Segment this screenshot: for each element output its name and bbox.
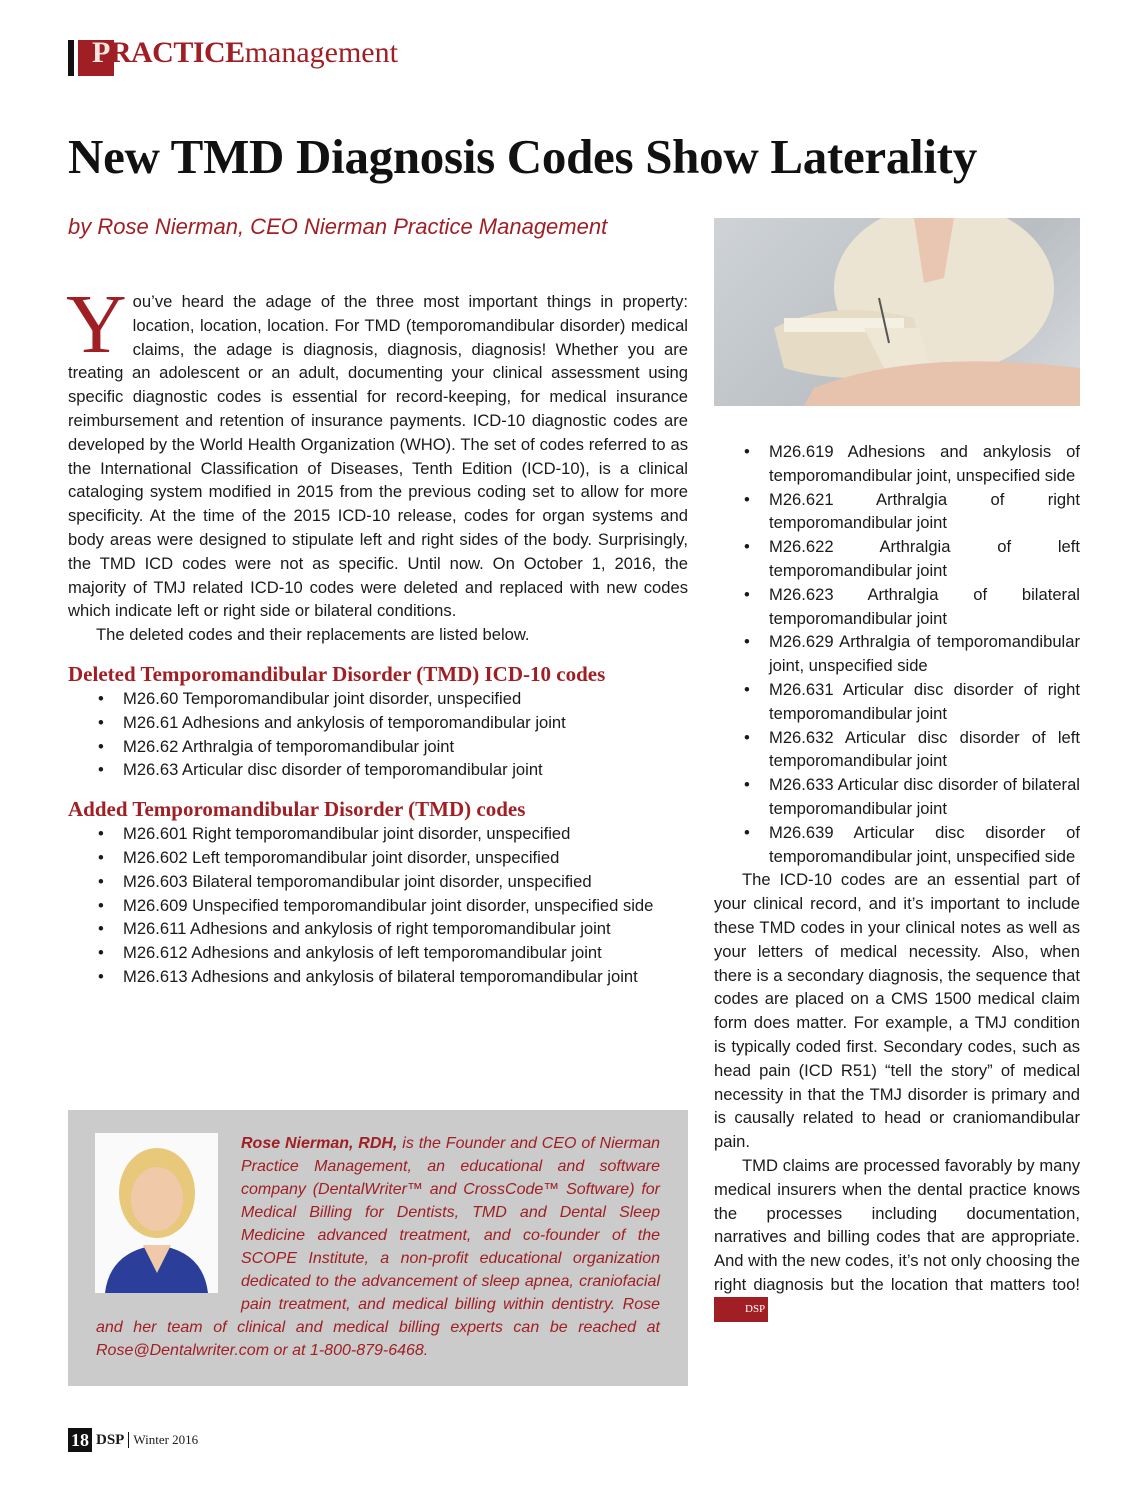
- author-bio: Rose Nierman, RDH, is the Founder and CEO of Nierman Practice Management, an educational and software company (DentalWriter™ and CrossCode™ Software) for Medical Billing for Dentists, TMD and Dental Sleep Medicine advanced treatment, and co-founder of the SCOPE Institute, a non-profit educational organization dedicated to the advancement of sleep apnea, craniofacial pain treatment, and medical billing within dentistry. Rose and her team of clinical and medical billing experts can be reached at Rose@Dentalwriter.com or at 1-800-879-6468.: [96, 1135, 660, 1359]
- list-item: • M26.609 Unspecified temporomandibular joint disorder, unspecified side: [68, 894, 688, 918]
- right-column: [714, 440, 1080, 1322]
- deleted-heading: Deleted Temporomandibular Disorder (TMD) ICD-10 codes: [68, 661, 606, 686]
- divider: [128, 1432, 129, 1448]
- list-item: • M26.612 Adhesions and ankylosis of left temporomandibular joint: [68, 941, 688, 965]
- byline: by Rose Nierman, CEO Nierman Practice Management: [68, 214, 608, 239]
- issue: Winter 2016: [133, 1432, 199, 1447]
- list-item: • M26.61 Adhesions and ankylosis of temporomandibular joint: [68, 711, 688, 735]
- section-header: PRACTICEmanagement: [92, 36, 398, 69]
- left-column: [66, 278, 688, 989]
- header-bar: [68, 40, 74, 76]
- added-list: [68, 822, 688, 989]
- body-paragraph: TMD claims are processed favorably by many medical insurers when the dental practice knows the processes including documentation, narratives and billing codes that are appropriate. And with the new codes, it’s not only choosing the right diagnosis but the location that matters too! DSP: [714, 1154, 1080, 1323]
- author-bio-box: [68, 1110, 688, 1386]
- skull-photo: [714, 218, 1080, 406]
- drop-cap: Y: [66, 278, 127, 371]
- footer: [68, 1428, 198, 1452]
- list-item: • M26.629 Arthralgia of temporomandibular joint, unspecified side: [714, 630, 1080, 678]
- page-number: 18: [68, 1428, 92, 1452]
- body-paragraph: The ICD-10 codes are an essential part of your clinical record, and it’s important to include these TMD codes in your clinical notes as well as your letters of medical necessity. Also, when there is a secondary diagnosis, the sequence that codes are placed on a CMS 1500 medical claim form does matter. For example, a TMJ condition is typically coded first. Secondary codes, such as head pain (ICD R51) “tell the story” of medical necessity in that the TMJ disorder is primary and is causally related to head or craniomandibular pain.: [714, 870, 1080, 1152]
- added-heading: Added Temporomandibular Disorder (TMD) codes: [68, 797, 526, 822]
- list-item: • M26.623 Arthralgia of bilateral temporomandibular joint: [714, 583, 1080, 631]
- added-list-continued: [714, 440, 1080, 868]
- list-item: • M26.613 Adhesions and ankylosis of bilateral temporomandibular joint: [68, 965, 688, 989]
- dsp-end-logo: DSP: [714, 1297, 768, 1323]
- list-item: • M26.611 Adhesions and ankylosis of right temporomandibular joint: [68, 917, 688, 941]
- list-item: • M26.631 Articular disc disorder of right temporomandibular joint: [714, 678, 1080, 726]
- list-item: • M26.603 Bilateral temporomandibular joint disorder, unspecified: [68, 870, 688, 894]
- magazine-name: DSP: [96, 1431, 125, 1448]
- deleted-list: [68, 687, 688, 782]
- list-item: • M26.639 Articular disc disorder of temporomandibular joint, unspecified side: [714, 821, 1080, 869]
- list-item: • M26.619 Adhesions and ankylosis of temporomandibular joint, unspecified side: [714, 440, 1080, 488]
- list-item: • M26.601 Right temporomandibular joint disorder, unspecified: [68, 822, 688, 846]
- list-item: • M26.63 Articular disc disorder of temporomandibular joint: [68, 758, 688, 782]
- intro-paragraph-2: The deleted codes and their replacements are listed below.: [96, 625, 530, 645]
- intro-paragraph: You’ve heard the adage of the three most important things in property: location, location, location. For TMD (temporomandibular disorder) medical claims, the adage is diagnosis, diagnosis, diagnosis! Whether you are treating an adolescent or an adult, documenting your clinical assessment using specific diagnostic codes is essential for record-keeping, for medical insurance reimbursement and retention of insurance payments. ICD-10 diagnostic codes are developed by the World Health Organization (WHO). The set of codes referred to as the International Classification of Diseases, Tenth Edition (ICD-10), is a clinical cataloging system modified in 2015 from the previous coding set to allow for more specificity. At the time of the 2015 ICD-10 release, codes for organ systems and body areas were designed to stipulate left and right sides of the body. Surprisingly, the TMD ICD codes were not as specific. Until now. On October 1, 2016, the majority of TMJ related ICD-10 codes were deleted and replaced with new codes which indicate left or right side or bilateral conditions.: [66, 278, 688, 621]
- list-item: • M26.602 Left temporomandibular joint disorder, unspecified: [68, 846, 688, 870]
- list-item: • M26.62 Arthralgia of temporomandibular joint: [68, 735, 688, 759]
- list-item: • M26.632 Articular disc disorder of left temporomandibular joint: [714, 726, 1080, 774]
- list-item: • M26.633 Articular disc disorder of bilateral temporomandibular joint: [714, 773, 1080, 821]
- list-item: • M26.60 Temporomandibular joint disorder, unspecified: [68, 687, 688, 711]
- list-item: • M26.622 Arthralgia of left temporomandibular joint: [714, 535, 1080, 583]
- list-item: • M26.621 Arthralgia of right temporomandibular joint: [714, 488, 1080, 536]
- article-title: New TMD Diagnosis Codes Show Laterality: [68, 129, 977, 184]
